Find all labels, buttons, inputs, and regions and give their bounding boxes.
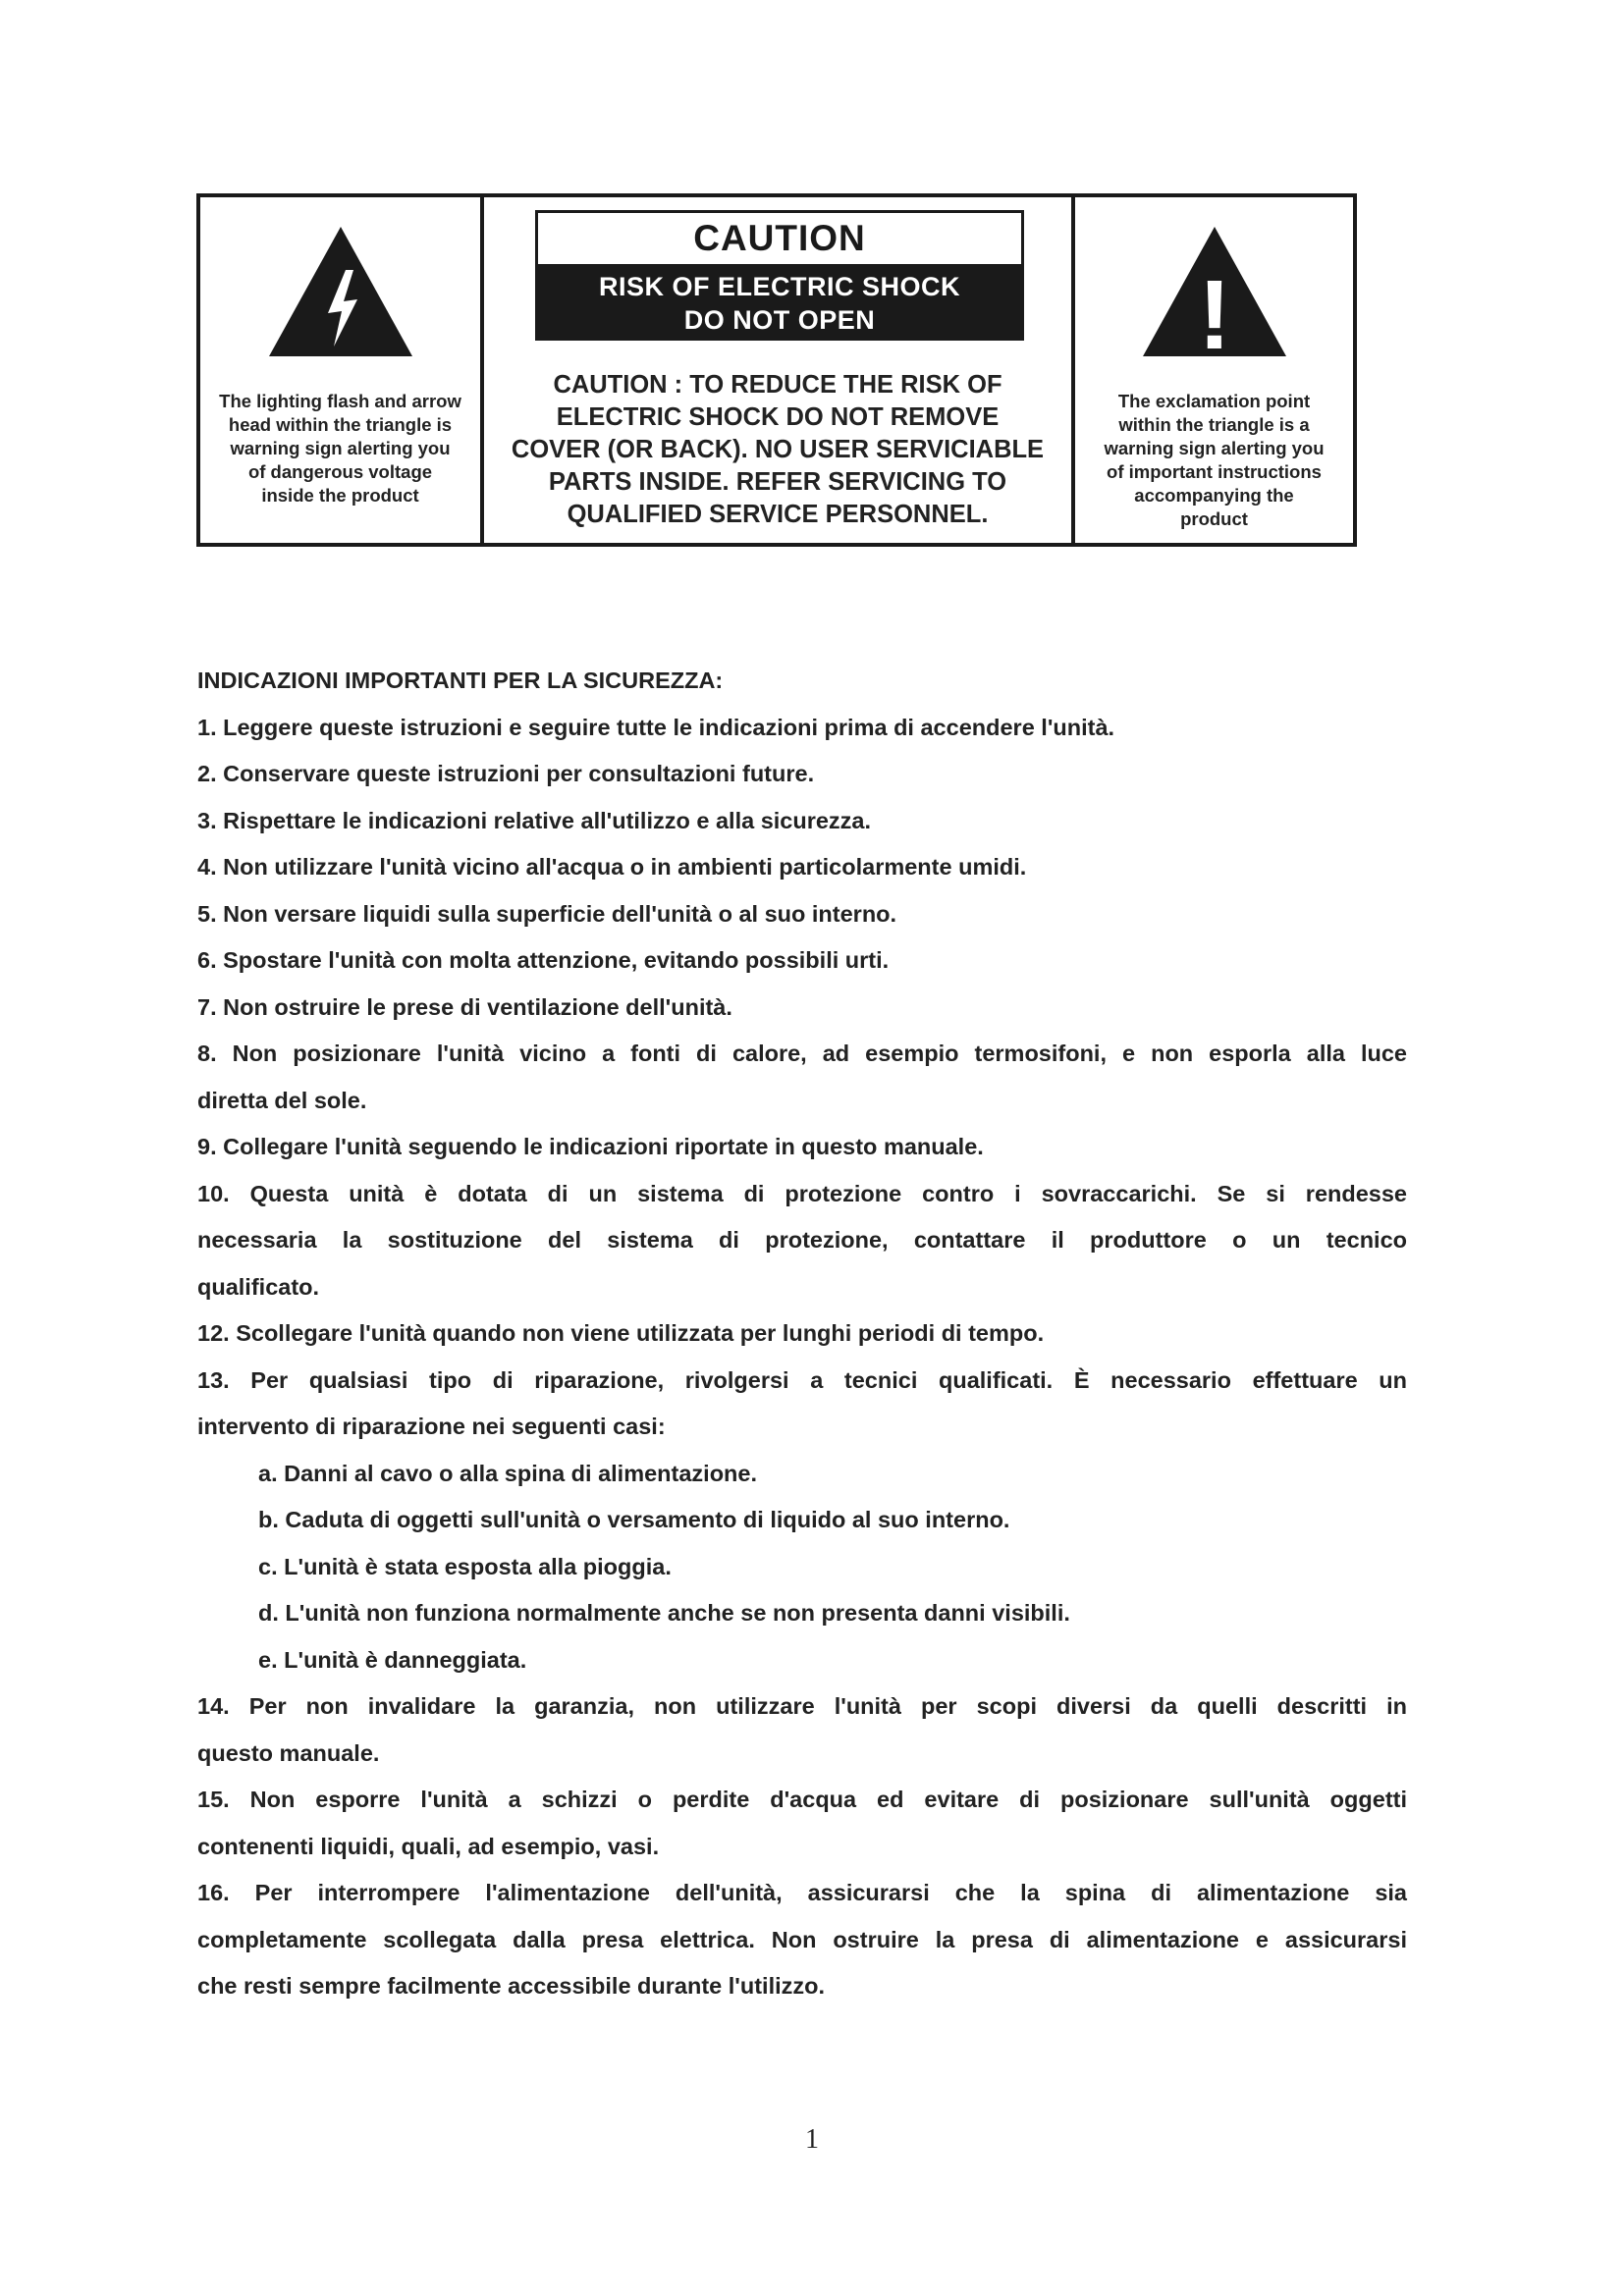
instruction-line: che resti sempre facilmente accessibile durante l'utilizzo.	[197, 1973, 826, 1999]
exclamation-mark: !	[1197, 260, 1231, 360]
sub-item: d. L'unità non funziona normalmente anche se non presenta danni visibili.	[258, 1600, 1070, 1626]
instruction-line: 9. Collegare l'unità seguendo le indicazioni riportate in questo manuale.	[197, 1134, 984, 1159]
instructions-warning-panel	[1075, 197, 1353, 543]
sub-item: e. L'unità è danneggiata.	[258, 1646, 527, 1673]
instruction-line: 4. Non utilizzare l'unità vicino all'acqua o in ambienti particolarmente umidi.	[197, 854, 1027, 880]
instruction-line: diretta del sole.	[197, 1087, 367, 1113]
section-heading: INDICAZIONI IMPORTANTI PER LA SICUREZZA:	[197, 667, 724, 693]
electric-shock-warning-panel	[200, 197, 484, 543]
exclamation-triangle-icon	[1139, 223, 1290, 360]
caution-header	[535, 210, 1024, 341]
instruction-line: 15. Non esporre l'unità a schizzi o perdite d'acqua ed evitare di posizionare sull'unità oggetti	[197, 1787, 1407, 1812]
instruction-line: completamente scollegata dalla presa elettrica. Non ostruire la presa di alimentazione e assicurarsi	[197, 1926, 1407, 1952]
sub-item: a. Danni al cavo o alla spina di alimentazione.	[258, 1460, 758, 1486]
risk-band: RISK OF ELECTRIC SHOCK DO NOT OPEN	[535, 264, 1024, 341]
lightning-triangle-icon	[265, 223, 416, 360]
instruction-line: 16. Per interrompere l'alimentazione dell'unità, assicurarsi che la spina di alimentazione sia	[197, 1880, 1407, 1905]
exclamation-explanation: The exclamation point within the triangle is a warning sign alerting you of important instructions accompanying the product	[1104, 391, 1325, 529]
lightning-explanation: The lighting flash and arrow head within the triangle is warning sign alerting you of dangerous voltage inside the product	[219, 391, 461, 506]
instruction-line: questo manuale.	[197, 1739, 380, 1766]
instruction-line: 3. Rispettare le indicazioni relative all'utilizzo e alla sicurezza.	[197, 807, 872, 833]
instruction-line: necessaria la sostituzione del sistema di protezione, contattare il produttore o un tecnico	[197, 1227, 1407, 1253]
caution-label	[196, 193, 1357, 547]
instruction-line: 12. Scollegare l'unità quando non viene utilizzata per lunghi periodi di tempo.	[197, 1320, 1045, 1346]
instruction-line: 8. Non posizionare l'unità vicino a fonti di calore, ad esempio termosifoni, e non esporla alla luce	[197, 1041, 1407, 1066]
instruction-line: 6. Spostare l'unità con molta attenzione, evitando possibili urti.	[197, 947, 890, 973]
page-number: 1	[805, 2124, 819, 2155]
instruction-line: 1. Leggere queste istruzioni e seguire tutte le indicazioni prima di accendere l'unità.	[197, 714, 1115, 740]
sub-item: b. Caduta di oggetti sull'unità o versamento di liquido al suo interno.	[258, 1507, 1010, 1532]
caution-title: CAUTION	[535, 210, 1024, 264]
instruction-line: intervento di riparazione nei seguenti casi:	[197, 1414, 666, 1439]
safety-instructions	[197, 658, 1407, 2010]
instruction-line: 2. Conservare queste istruzioni per consultazioni future.	[197, 761, 815, 786]
instruction-line: 10. Questa unità è dotata di un sistema di protezione contro i sovraccarichi. Se si rendesse	[197, 1180, 1407, 1206]
instruction-line: contenenti liquidi, quali, ad esempio, vasi.	[197, 1833, 660, 1859]
instruction-line: qualificato.	[197, 1273, 320, 1300]
caution-center-panel	[484, 197, 1075, 543]
sub-item: c. L'unità è stata esposta alla pioggia.	[258, 1553, 672, 1579]
instruction-line: 7. Non ostruire le prese di ventilazione dell'unità.	[197, 993, 732, 1020]
instruction-line: 14. Per non invalidare la garanzia, non utilizzare l'unità per scopi diversi da quelli descritti in	[197, 1693, 1407, 1719]
caution-body-text: CAUTION : TO REDUCE THE RISK OF ELECTRIC SHOCK DO NOT REMOVE COVER (OR BACK). NO USER SERVICIABLE PARTS INSIDE. REFER SERVICING TO QUALIFIED SERVICE PERSONNEL.	[511, 371, 1045, 528]
instruction-line: 5. Non versare liquidi sulla superficie dell'unità o al suo interno.	[197, 900, 897, 927]
instruction-line: 13. Per qualsiasi tipo di riparazione, rivolgersi a tecnici qualificati. È necessario effettuare un	[197, 1366, 1407, 1393]
